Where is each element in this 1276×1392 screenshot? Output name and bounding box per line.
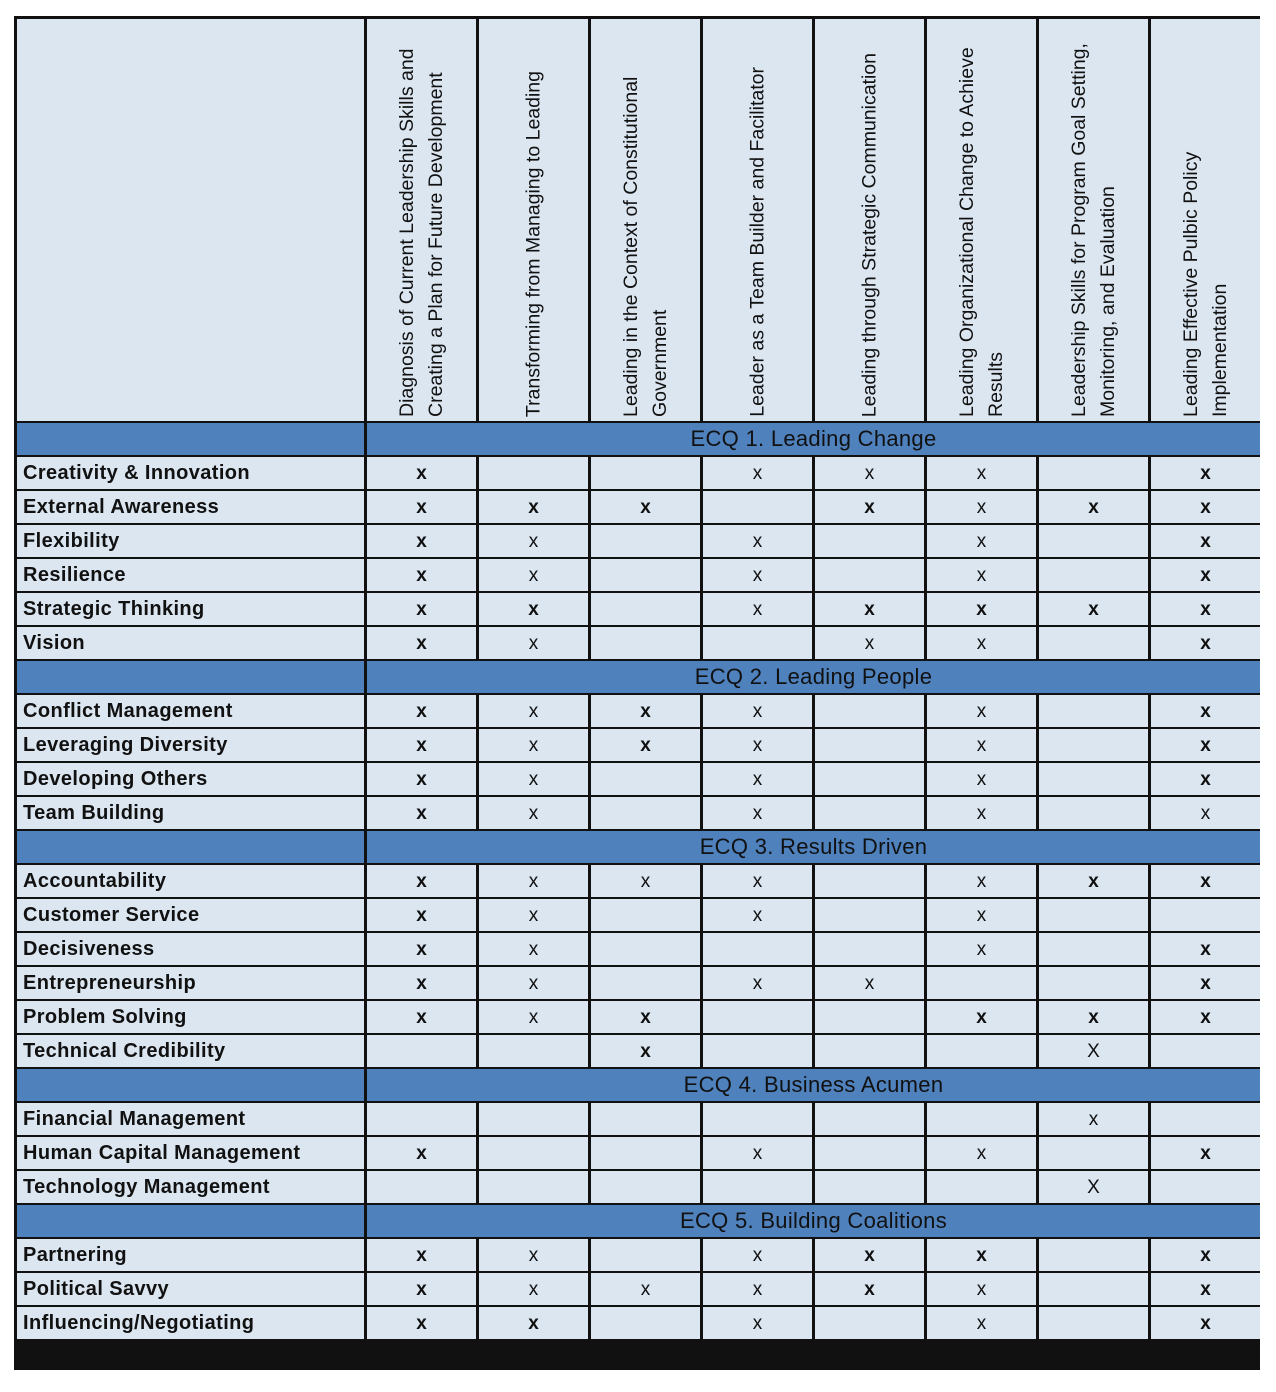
matrix-cell: x xyxy=(815,491,924,523)
matrix-cell: x xyxy=(367,797,476,829)
matrix-cell: x xyxy=(927,865,1036,897)
matrix-cell: x xyxy=(815,1273,924,1305)
matrix-cell xyxy=(367,1171,476,1203)
matrix-cell: x xyxy=(1151,865,1260,897)
matrix-cell: x xyxy=(479,593,588,625)
competency-label: Strategic Thinking xyxy=(17,593,364,625)
matrix-cell xyxy=(815,525,924,557)
matrix-cell: x xyxy=(703,899,812,931)
matrix-cell xyxy=(815,865,924,897)
competency-label: Accountability xyxy=(17,865,364,897)
column-header-label: Leading Effective Pulbic Policy Implementation xyxy=(1179,151,1231,417)
matrix-cell: x xyxy=(591,695,700,727)
section-title: ECQ 4. Business Acumen xyxy=(367,1069,1260,1101)
column-header xyxy=(591,19,700,421)
section-header-left xyxy=(17,831,364,863)
competency-label: Leveraging Diversity xyxy=(17,729,364,761)
matrix-cell xyxy=(927,1035,1036,1067)
matrix-cell xyxy=(815,1001,924,1033)
competency-label: Human Capital Management xyxy=(17,1137,364,1169)
matrix-cell xyxy=(927,1171,1036,1203)
matrix-cell: x xyxy=(927,559,1036,591)
matrix-cell: x xyxy=(815,1239,924,1271)
matrix-cell: x xyxy=(479,763,588,795)
matrix-cell: x xyxy=(703,797,812,829)
competency-label: Developing Others xyxy=(17,763,364,795)
column-header-label: Leading Organizational Change to Achieve Results xyxy=(955,47,1007,417)
competency-label: Conflict Management xyxy=(17,695,364,727)
matrix-cell: x xyxy=(927,729,1036,761)
matrix-cell xyxy=(591,1171,700,1203)
matrix-cell: x xyxy=(927,1239,1036,1271)
matrix-cell xyxy=(815,559,924,591)
matrix-cell xyxy=(703,491,812,523)
matrix-cell: x xyxy=(703,967,812,999)
section-header-left xyxy=(17,1205,364,1237)
matrix-cell: x xyxy=(367,1273,476,1305)
matrix-cell: x xyxy=(367,627,476,659)
matrix-cell xyxy=(479,1103,588,1135)
matrix-cell: x xyxy=(479,1307,588,1339)
matrix-cell xyxy=(367,1035,476,1067)
matrix-cell: x xyxy=(479,1273,588,1305)
matrix-cell: x xyxy=(1151,491,1260,523)
matrix-cell xyxy=(1039,457,1148,489)
matrix-cell xyxy=(591,967,700,999)
column-header-label: Diagnosis of Current Leadership Skills and Creating a Plan for Future Development xyxy=(395,48,447,417)
section-title: ECQ 3. Results Driven xyxy=(367,831,1260,863)
competency-label: Partnering xyxy=(17,1239,364,1271)
matrix-cell: x xyxy=(367,729,476,761)
matrix-cell xyxy=(591,559,700,591)
matrix-cell: x xyxy=(367,695,476,727)
matrix-cell xyxy=(479,457,588,489)
matrix-cell: x xyxy=(367,593,476,625)
competency-label: Political Savvy xyxy=(17,1273,364,1305)
matrix-cell: x xyxy=(927,1137,1036,1169)
matrix-cell: x xyxy=(703,559,812,591)
matrix-cell: x xyxy=(927,933,1036,965)
matrix-cell: x xyxy=(927,695,1036,727)
matrix-cell: x xyxy=(703,1273,812,1305)
matrix-cell: x xyxy=(367,1239,476,1271)
matrix-cell xyxy=(591,593,700,625)
competency-label: Problem Solving xyxy=(17,1001,364,1033)
table-grid xyxy=(17,19,1257,1367)
matrix-cell: x xyxy=(367,763,476,795)
matrix-cell xyxy=(703,1103,812,1135)
matrix-cell: x xyxy=(1151,627,1260,659)
matrix-cell xyxy=(703,1171,812,1203)
section-title: ECQ 5. Building Coalitions xyxy=(367,1205,1260,1237)
matrix-cell: x xyxy=(479,967,588,999)
matrix-cell xyxy=(1039,1273,1148,1305)
competency-label: Team Building xyxy=(17,797,364,829)
matrix-cell xyxy=(703,627,812,659)
matrix-cell xyxy=(927,1103,1036,1135)
matrix-cell: x xyxy=(927,491,1036,523)
matrix-cell: x xyxy=(479,865,588,897)
matrix-cell xyxy=(367,1103,476,1135)
matrix-cell: x xyxy=(367,967,476,999)
column-header xyxy=(367,19,476,421)
competency-label: Customer Service xyxy=(17,899,364,931)
matrix-cell xyxy=(591,1307,700,1339)
matrix-cell xyxy=(1039,627,1148,659)
header-corner-cell xyxy=(17,19,364,421)
column-header-label: Leading through Strategic Communication xyxy=(858,52,880,417)
matrix-cell: x xyxy=(367,1307,476,1339)
matrix-cell: x xyxy=(927,525,1036,557)
matrix-cell: x xyxy=(703,763,812,795)
matrix-cell: x xyxy=(815,627,924,659)
matrix-cell xyxy=(591,1103,700,1135)
matrix-cell: x xyxy=(927,899,1036,931)
matrix-cell: x xyxy=(1151,763,1260,795)
matrix-cell: x xyxy=(1039,593,1148,625)
column-header xyxy=(815,19,924,421)
matrix-cell: x xyxy=(1151,1307,1260,1339)
matrix-cell: x xyxy=(479,899,588,931)
matrix-cell xyxy=(815,1035,924,1067)
matrix-cell: x xyxy=(703,1307,812,1339)
matrix-cell: x xyxy=(927,1001,1036,1033)
matrix-cell xyxy=(1039,967,1148,999)
matrix-cell: x xyxy=(1151,525,1260,557)
matrix-cell xyxy=(591,1239,700,1271)
matrix-cell: x xyxy=(1039,491,1148,523)
matrix-cell xyxy=(1151,899,1260,931)
matrix-cell: x xyxy=(591,1035,700,1067)
matrix-cell: x xyxy=(927,763,1036,795)
matrix-cell xyxy=(815,899,924,931)
matrix-cell: x xyxy=(1151,933,1260,965)
column-header-label: Leadership Skills for Program Goal Setting, Monitoring, and Evaluation xyxy=(1067,43,1119,417)
matrix-cell xyxy=(479,1137,588,1169)
matrix-cell: x xyxy=(479,491,588,523)
matrix-cell: x xyxy=(1151,729,1260,761)
matrix-cell xyxy=(591,457,700,489)
matrix-cell xyxy=(815,797,924,829)
column-header xyxy=(1151,19,1260,421)
matrix-cell: x xyxy=(815,593,924,625)
matrix-cell xyxy=(479,1171,588,1203)
matrix-cell xyxy=(1039,695,1148,727)
matrix-cell: x xyxy=(927,627,1036,659)
matrix-cell: x xyxy=(703,729,812,761)
matrix-cell: x xyxy=(815,457,924,489)
competency-label: Entrepreneurship xyxy=(17,967,364,999)
matrix-cell: x xyxy=(703,1137,812,1169)
matrix-cell xyxy=(591,525,700,557)
matrix-cell xyxy=(815,763,924,795)
competency-matrix-table xyxy=(14,16,1260,1370)
matrix-cell xyxy=(815,933,924,965)
competency-label: Decisiveness xyxy=(17,933,364,965)
matrix-cell: X xyxy=(1039,1035,1148,1067)
competency-label: Technical Credibility xyxy=(17,1035,364,1067)
matrix-cell: x xyxy=(927,457,1036,489)
matrix-cell: X xyxy=(1039,1171,1148,1203)
column-header xyxy=(927,19,1036,421)
matrix-cell xyxy=(815,695,924,727)
matrix-cell: x xyxy=(367,1137,476,1169)
matrix-cell: x xyxy=(367,525,476,557)
matrix-cell: x xyxy=(367,457,476,489)
section-title: ECQ 2. Leading People xyxy=(367,661,1260,693)
matrix-cell xyxy=(815,729,924,761)
matrix-cell xyxy=(1039,763,1148,795)
competency-label: Vision xyxy=(17,627,364,659)
section-header-left xyxy=(17,661,364,693)
matrix-cell: x xyxy=(591,491,700,523)
matrix-cell: x xyxy=(1151,1239,1260,1271)
matrix-cell: x xyxy=(703,457,812,489)
matrix-cell: x xyxy=(815,967,924,999)
matrix-cell xyxy=(591,797,700,829)
matrix-cell xyxy=(1151,1035,1260,1067)
matrix-cell: x xyxy=(479,627,588,659)
matrix-cell: x xyxy=(367,933,476,965)
section-header-left xyxy=(17,1069,364,1101)
matrix-cell xyxy=(703,933,812,965)
matrix-cell xyxy=(1039,1137,1148,1169)
matrix-cell xyxy=(927,967,1036,999)
matrix-cell xyxy=(1039,933,1148,965)
matrix-cell: x xyxy=(479,525,588,557)
matrix-cell xyxy=(591,627,700,659)
matrix-cell: x xyxy=(703,695,812,727)
matrix-cell xyxy=(815,1307,924,1339)
matrix-cell: x xyxy=(479,695,588,727)
matrix-cell: x xyxy=(1151,797,1260,829)
matrix-cell: x xyxy=(591,1001,700,1033)
section-header-left xyxy=(17,423,364,455)
matrix-cell: x xyxy=(367,1001,476,1033)
competency-label: Influencing/Negotiating xyxy=(17,1307,364,1339)
matrix-cell: x xyxy=(927,593,1036,625)
matrix-cell: x xyxy=(479,933,588,965)
matrix-cell: x xyxy=(927,1307,1036,1339)
matrix-cell: x xyxy=(1039,865,1148,897)
matrix-cell xyxy=(1039,1239,1148,1271)
matrix-cell xyxy=(591,933,700,965)
matrix-cell: x xyxy=(1151,457,1260,489)
matrix-cell: x xyxy=(367,491,476,523)
matrix-cell xyxy=(1039,525,1148,557)
matrix-cell: x xyxy=(1151,559,1260,591)
matrix-cell xyxy=(815,1137,924,1169)
matrix-cell xyxy=(1039,729,1148,761)
matrix-cell: x xyxy=(1151,593,1260,625)
matrix-cell xyxy=(815,1103,924,1135)
matrix-cell: x xyxy=(1151,967,1260,999)
matrix-cell: x xyxy=(1151,1137,1260,1169)
matrix-cell: x xyxy=(1039,1103,1148,1135)
column-header-label: Transforming from Managing to Leading xyxy=(522,70,544,417)
matrix-cell: x xyxy=(1039,1001,1148,1033)
section-title: ECQ 1. Leading Change xyxy=(367,423,1260,455)
matrix-cell: x xyxy=(703,1239,812,1271)
matrix-cell xyxy=(1039,899,1148,931)
matrix-cell: x xyxy=(703,525,812,557)
matrix-cell: x xyxy=(479,1239,588,1271)
matrix-cell: x xyxy=(479,1001,588,1033)
competency-label: Creativity & Innovation xyxy=(17,457,364,489)
matrix-cell xyxy=(1151,1103,1260,1135)
matrix-cell: x xyxy=(479,797,588,829)
matrix-cell: x xyxy=(591,1273,700,1305)
matrix-cell xyxy=(1039,797,1148,829)
competency-label: Financial Management xyxy=(17,1103,364,1135)
matrix-cell xyxy=(1039,559,1148,591)
competency-label: External Awareness xyxy=(17,491,364,523)
competency-label: Flexibility xyxy=(17,525,364,557)
matrix-cell: x xyxy=(367,899,476,931)
matrix-cell xyxy=(591,1137,700,1169)
matrix-cell: x xyxy=(479,729,588,761)
matrix-cell xyxy=(815,1171,924,1203)
matrix-cell: x xyxy=(703,593,812,625)
competency-label: Resilience xyxy=(17,559,364,591)
matrix-cell xyxy=(1151,1171,1260,1203)
matrix-cell xyxy=(703,1001,812,1033)
column-header xyxy=(703,19,812,421)
matrix-cell: x xyxy=(1151,1001,1260,1033)
competency-label: Technology Management xyxy=(17,1171,364,1203)
matrix-cell xyxy=(1039,1307,1148,1339)
column-header-label: Leading in the Context of Constitutional Government xyxy=(619,76,671,417)
matrix-cell: x xyxy=(591,729,700,761)
matrix-cell: x xyxy=(1151,695,1260,727)
matrix-cell: x xyxy=(367,865,476,897)
matrix-cell: x xyxy=(479,559,588,591)
matrix-cell: x xyxy=(591,865,700,897)
matrix-cell: x xyxy=(927,797,1036,829)
column-header xyxy=(479,19,588,421)
matrix-cell xyxy=(591,899,700,931)
column-header-label: Leader as a Team Builder and Facilitator xyxy=(746,67,768,417)
column-header xyxy=(1039,19,1148,421)
matrix-cell: x xyxy=(703,865,812,897)
matrix-cell: x xyxy=(927,1273,1036,1305)
matrix-cell: x xyxy=(1151,1273,1260,1305)
matrix-cell xyxy=(479,1035,588,1067)
matrix-cell xyxy=(591,763,700,795)
matrix-cell: x xyxy=(367,559,476,591)
matrix-cell xyxy=(703,1035,812,1067)
